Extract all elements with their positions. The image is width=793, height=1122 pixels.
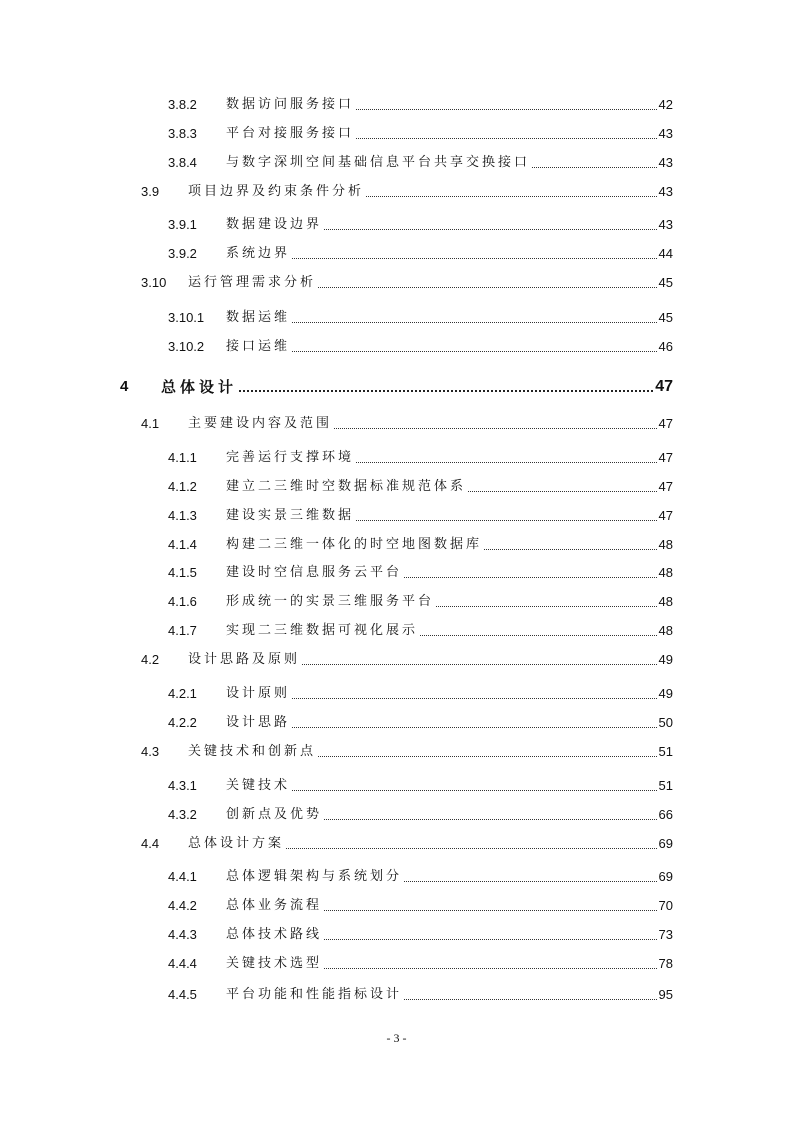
toc-number: 4.3.2 xyxy=(168,807,197,822)
toc-entry[interactable] xyxy=(168,534,673,554)
dot-leader xyxy=(404,881,657,882)
toc-number: 3.9.2 xyxy=(168,246,197,261)
dot-leader xyxy=(324,910,657,911)
toc-entry[interactable] xyxy=(168,620,673,640)
toc-entry[interactable] xyxy=(141,272,673,292)
dot-leader xyxy=(318,287,657,288)
toc-title: 完善运行支撑环境 xyxy=(226,450,355,465)
toc-entry[interactable] xyxy=(168,94,673,114)
toc-page-number: 78 xyxy=(658,956,673,971)
toc-page-number: 48 xyxy=(658,565,673,580)
toc-page-number: 43 xyxy=(658,126,673,141)
toc-number: 4.3 xyxy=(141,744,160,759)
dot-leader xyxy=(356,109,657,110)
toc-title: 项目边界及约束条件分析 xyxy=(188,184,365,199)
dot-leader xyxy=(356,138,657,139)
toc-entry[interactable] xyxy=(168,505,673,525)
toc-number: 4.1 xyxy=(141,416,160,431)
toc-page-number: 95 xyxy=(658,987,673,1002)
toc-page-number: 51 xyxy=(658,744,673,759)
toc-number: 3.8.4 xyxy=(168,155,197,170)
toc-title: 实现二三维数据可视化展示 xyxy=(226,623,419,638)
toc-page-number: 47 xyxy=(658,479,673,494)
toc-page-number: 66 xyxy=(658,807,673,822)
toc-page-number: 47 xyxy=(658,508,673,523)
toc-number: 4.1.3 xyxy=(168,508,197,523)
toc-entry[interactable] xyxy=(141,741,673,761)
dot-leader xyxy=(366,196,657,197)
toc-number: 4.1.4 xyxy=(168,537,197,552)
toc-number: 4.1.1 xyxy=(168,450,197,465)
toc-entry[interactable] xyxy=(141,649,673,669)
toc-page-number: 47 xyxy=(655,378,673,395)
toc-entry[interactable] xyxy=(168,336,673,356)
toc-title: 创新点及优势 xyxy=(226,807,323,822)
toc-title: 总体设计 xyxy=(161,378,238,396)
toc-entry[interactable] xyxy=(168,804,673,824)
toc-entry[interactable] xyxy=(141,181,673,201)
toc-number: 4.4.2 xyxy=(168,898,197,913)
toc-page-number: 46 xyxy=(658,339,673,354)
toc-title: 关键技术和创新点 xyxy=(188,744,317,759)
toc-title: 形成统一的实景三维服务平台 xyxy=(226,594,435,609)
toc-page-number: 42 xyxy=(658,97,673,112)
dot-leader xyxy=(468,491,657,492)
dot-leader xyxy=(324,939,657,940)
toc-number: 3.9 xyxy=(141,184,160,199)
toc-title: 数据访问服务接口 xyxy=(226,97,355,112)
toc-title: 建设实景三维数据 xyxy=(226,508,355,523)
dot-leader xyxy=(302,664,657,665)
dot-leader xyxy=(292,698,657,699)
toc-title: 建设时空信息服务云平台 xyxy=(226,565,403,580)
toc-number: 4.1.7 xyxy=(168,623,197,638)
toc-title: 设计思路 xyxy=(226,715,291,730)
toc-title: 系统边界 xyxy=(226,246,291,261)
toc-entry[interactable] xyxy=(168,476,673,496)
dot-leader xyxy=(356,462,657,463)
toc-number: 3.8.3 xyxy=(168,126,197,141)
dot-leader xyxy=(404,999,657,1000)
toc-title: 总体设计方案 xyxy=(188,836,285,851)
toc-title: 与数字深圳空间基础信息平台共享交换接口 xyxy=(226,155,531,170)
toc-page-number: 43 xyxy=(658,155,673,170)
toc-number: 4.3.1 xyxy=(168,778,197,793)
dot-leader xyxy=(292,258,657,259)
toc-number: 3.10 xyxy=(141,275,167,290)
toc-number: 3.10.2 xyxy=(168,339,205,354)
toc-title: 设计原则 xyxy=(226,686,291,701)
toc-entry[interactable] xyxy=(168,307,673,327)
toc-entry[interactable] xyxy=(168,866,673,886)
toc-title: 平台功能和性能指标设计 xyxy=(226,987,403,1002)
dot-leader xyxy=(436,606,657,607)
toc-page-number: 48 xyxy=(658,623,673,638)
toc-number: 4.2.2 xyxy=(168,715,197,730)
toc-entry[interactable] xyxy=(168,214,673,234)
toc-page-number: 48 xyxy=(658,594,673,609)
toc-entry[interactable] xyxy=(168,924,673,944)
toc-title: 主要建设内容及范围 xyxy=(188,416,333,431)
toc-title: 建立二三维时空数据标准规范体系 xyxy=(226,479,467,494)
toc-page-number: 45 xyxy=(658,275,673,290)
dot-leader xyxy=(324,229,657,230)
toc-page-number: 73 xyxy=(658,927,673,942)
toc-title: 总体技术路线 xyxy=(226,927,323,942)
dot-leader xyxy=(292,727,657,728)
toc-title: 运行管理需求分析 xyxy=(188,275,317,290)
dot-leader xyxy=(404,577,657,578)
dot-leader xyxy=(532,167,657,168)
toc-number: 4 xyxy=(120,378,129,395)
toc-entry-chapter[interactable] xyxy=(120,374,673,396)
toc-title: 构建二三维一体化的时空地图数据库 xyxy=(226,537,483,552)
toc-entry[interactable] xyxy=(168,152,673,172)
toc-entry[interactable] xyxy=(168,984,673,1004)
toc-number: 4.4 xyxy=(141,836,160,851)
toc-number: 4.2.1 xyxy=(168,686,197,701)
dot-leader xyxy=(292,322,657,323)
dot-leader xyxy=(356,520,657,521)
toc-entry[interactable] xyxy=(168,591,673,611)
toc-title: 总体逻辑架构与系统划分 xyxy=(226,869,403,884)
toc-title: 关键技术 xyxy=(226,778,291,793)
toc-entry[interactable] xyxy=(168,953,673,973)
toc-title: 平台对接服务接口 xyxy=(226,126,355,141)
toc-title: 数据建设边界 xyxy=(226,217,323,232)
toc-page-number: 50 xyxy=(658,715,673,730)
toc-number: 4.1.6 xyxy=(168,594,197,609)
toc-page-number: 47 xyxy=(658,450,673,465)
toc-number: 4.4.4 xyxy=(168,956,197,971)
toc-entry[interactable] xyxy=(168,895,673,915)
toc-number: 4.1.5 xyxy=(168,565,197,580)
toc-page-number: 43 xyxy=(658,217,673,232)
toc-title: 数据运维 xyxy=(226,310,291,325)
toc-page-number: 45 xyxy=(658,310,673,325)
toc-entry[interactable] xyxy=(168,712,673,732)
page-footer-number: - 3 - xyxy=(386,1031,407,1045)
dot-leader xyxy=(292,351,657,352)
toc-page-number: 43 xyxy=(658,184,673,199)
toc-page-number: 49 xyxy=(658,686,673,701)
toc-entry[interactable] xyxy=(168,243,673,263)
dot-leader xyxy=(420,635,657,636)
toc-page-number: 44 xyxy=(658,246,673,261)
toc-page-number: 70 xyxy=(658,898,673,913)
toc-number: 3.9.1 xyxy=(168,217,197,232)
toc-entry[interactable] xyxy=(168,683,673,703)
dot-leader xyxy=(292,790,657,791)
dot-leader xyxy=(318,756,657,757)
toc-page-number: 49 xyxy=(658,652,673,667)
toc-entry[interactable] xyxy=(168,562,673,582)
dot-leader xyxy=(324,819,657,820)
toc-entry[interactable] xyxy=(141,413,673,433)
dot-leader xyxy=(239,390,653,392)
toc-number: 4.4.3 xyxy=(168,927,197,942)
toc-page-number: 69 xyxy=(658,869,673,884)
toc-page-number: 47 xyxy=(658,416,673,431)
toc-number: 3.8.2 xyxy=(168,97,197,112)
dot-leader xyxy=(484,549,657,550)
toc-number: 4.1.2 xyxy=(168,479,197,494)
toc-number: 3.10.1 xyxy=(168,310,205,325)
toc-entry[interactable] xyxy=(168,775,673,795)
toc-page-number: 69 xyxy=(658,836,673,851)
toc-entry[interactable] xyxy=(168,123,673,143)
toc-entry[interactable] xyxy=(141,833,673,853)
dot-leader xyxy=(334,428,657,429)
toc-entry[interactable] xyxy=(168,447,673,467)
toc-page-number: 48 xyxy=(658,537,673,552)
toc-page-number: 51 xyxy=(658,778,673,793)
toc-title: 设计思路及原则 xyxy=(188,652,301,667)
toc-title: 接口运维 xyxy=(226,339,291,354)
toc-number: 4.4.1 xyxy=(168,869,197,884)
dot-leader xyxy=(286,848,657,849)
toc-title: 关键技术选型 xyxy=(226,956,323,971)
dot-leader xyxy=(324,968,657,969)
toc-number: 4.4.5 xyxy=(168,987,197,1002)
toc-number: 4.2 xyxy=(141,652,160,667)
toc-title: 总体业务流程 xyxy=(226,898,323,913)
